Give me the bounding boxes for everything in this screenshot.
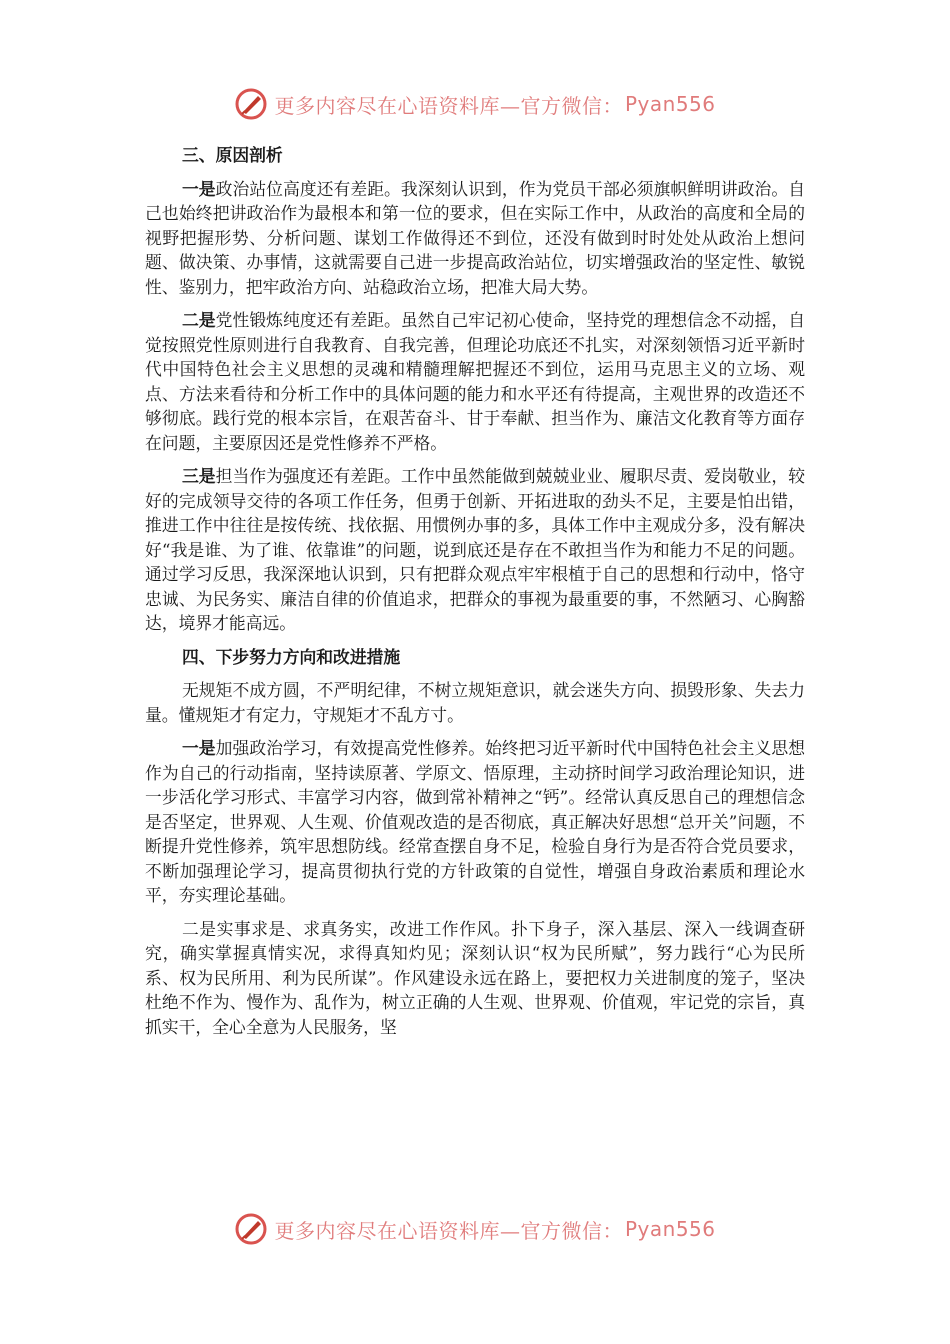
paragraph	[145, 464, 805, 636]
paragraph	[145, 736, 805, 908]
section-heading-causes: 三、原因剖析	[182, 145, 283, 165]
watermark-wechat-id: Pyan556	[624, 1217, 716, 1241]
watermark-text: 更多内容尽在心语资料库—官方微信：	[274, 1218, 623, 1243]
paragraph	[145, 678, 805, 727]
paragraph	[145, 917, 805, 1040]
paragraph-lead: 一是	[181, 738, 216, 758]
paragraph-text: 二是实事求是、求真务实，改进工作作风。扑下身子，深入基层、深入一线调查研究，确实掌握真情实况，求得真知灼见；深刻认识“权为民所赋”，努力践行“心为民所系、权为民所用、利为民所谋”。作风建设永远在路上，要把权力关进制度的笼子，坚决杜绝不作为、慢作为、乱作为，树立正确的人生观、世界观、价值观，牢记党的宗旨，真抓实干，全心全意为人民服务，坚	[145, 918, 805, 1037]
paragraph-lead: 一是	[181, 178, 216, 199]
quill-logo-icon	[234, 87, 268, 121]
paragraph-lead: 三是	[181, 466, 216, 486]
paragraph	[145, 177, 805, 300]
document-body	[145, 143, 805, 1048]
quill-logo-icon	[234, 1212, 268, 1246]
paragraph-text: 担当作为强度还有差距。工作中虽然能做到兢兢业业、履职尽责、爱岗敬业，较好的完成领导交待的各项工作任务，但勇于创新、开拓进取的劲头不足，主要是怕出错，推进工作中往往是按传统、找依据、用惯例办事的多，具体工作中主观成分多，没有解决好“我是谁、为了谁、依靠谁”的问题，说到底还是存在不敢担当作为和能力不足的问题。通过学习反思，我深深地认识到，只有把群众观点牢牢根植于自己的思想和行动中，恪守忠诚、为民务实、廉洁自律的价值追求，把群众的事视为最重要的事，不然陋习、心胸豁达，境界才能高远。	[145, 466, 805, 633]
paragraph-text: 加强政治学习，有效提高党性修养。始终把习近平新时代中国特色社会主义思想作为自己的行动指南，坚持读原著、学原文、悟原理，主动挤时间学习政治理论知识，进一步活化学习形式、丰富学习内容，做到常补精神之“钙”。经常认真反思自己的理想信念是否坚定，世界观、人生观、价值观改造的是否彻底，真正解决好思想“总开关”问题，不断提升党性修养，筑牢思想防线。经常查摆自身不足，检验自身行为是否符合党员要求，不断加强理论学习，提高贯彻执行党的方针政策的自觉性，增强自身政治素质和理论水平，夯实理论基础。	[145, 738, 805, 905]
section-heading-measures: 四、下步努力方向和改进措施	[182, 646, 401, 667]
paragraph-text: 无规矩不成方圆，不严明纪律，不树立规矩意识，就会迷失方向、损毁形象、失去力量。懂规矩才有定力，守规矩才不乱方寸。	[145, 680, 805, 725]
paragraph	[145, 308, 805, 455]
watermark-text: 更多内容尽在心语资料库—官方微信：	[274, 93, 623, 118]
footer-watermark	[0, 1209, 950, 1249]
watermark-wechat-id: Pyan556	[624, 92, 716, 116]
header-watermark	[0, 84, 950, 124]
paragraph-text: 党性锻炼纯度还有差距。虽然自己牢记初心使命，坚持党的理想信念不动摇，自觉按照党性原则进行自我教育、自我完善，但理论功底还不扎实，对深刻领悟习近平新时代中国特色社会主义思想的灵魂和精髓理解把握还不到位，运用马克思主义的立场、观点、方法来看待和分析工作中的具体问题的能力和水平还有待提高，主观世界的改造还不够彻底。践行党的根本宗旨，在艰苦奋斗、甘于奉献、担当作为、廉洁文化教育等方面存在问题，主要原因还是党性修养不严格。	[145, 310, 805, 453]
paragraph-text: 政治站位高度还有差距。我深刻认识到，作为党员干部必须旗帜鲜明讲政治。自己也始终把讲政治作为最根本和第一位的要求，但在实际工作中，从政治的高度和全局的视野把握形势、分析问题、谋划工作做得还不到位，还没有做到时时处处从政治上想问题、做决策、办事情，这就需要自己进一步提高政治站位，切实增强政治的坚定性、敏锐性、鉴别力，把牢政治方向、站稳政治立场，把准大局大势。	[145, 178, 805, 297]
paragraph-lead: 二是	[181, 310, 216, 330]
